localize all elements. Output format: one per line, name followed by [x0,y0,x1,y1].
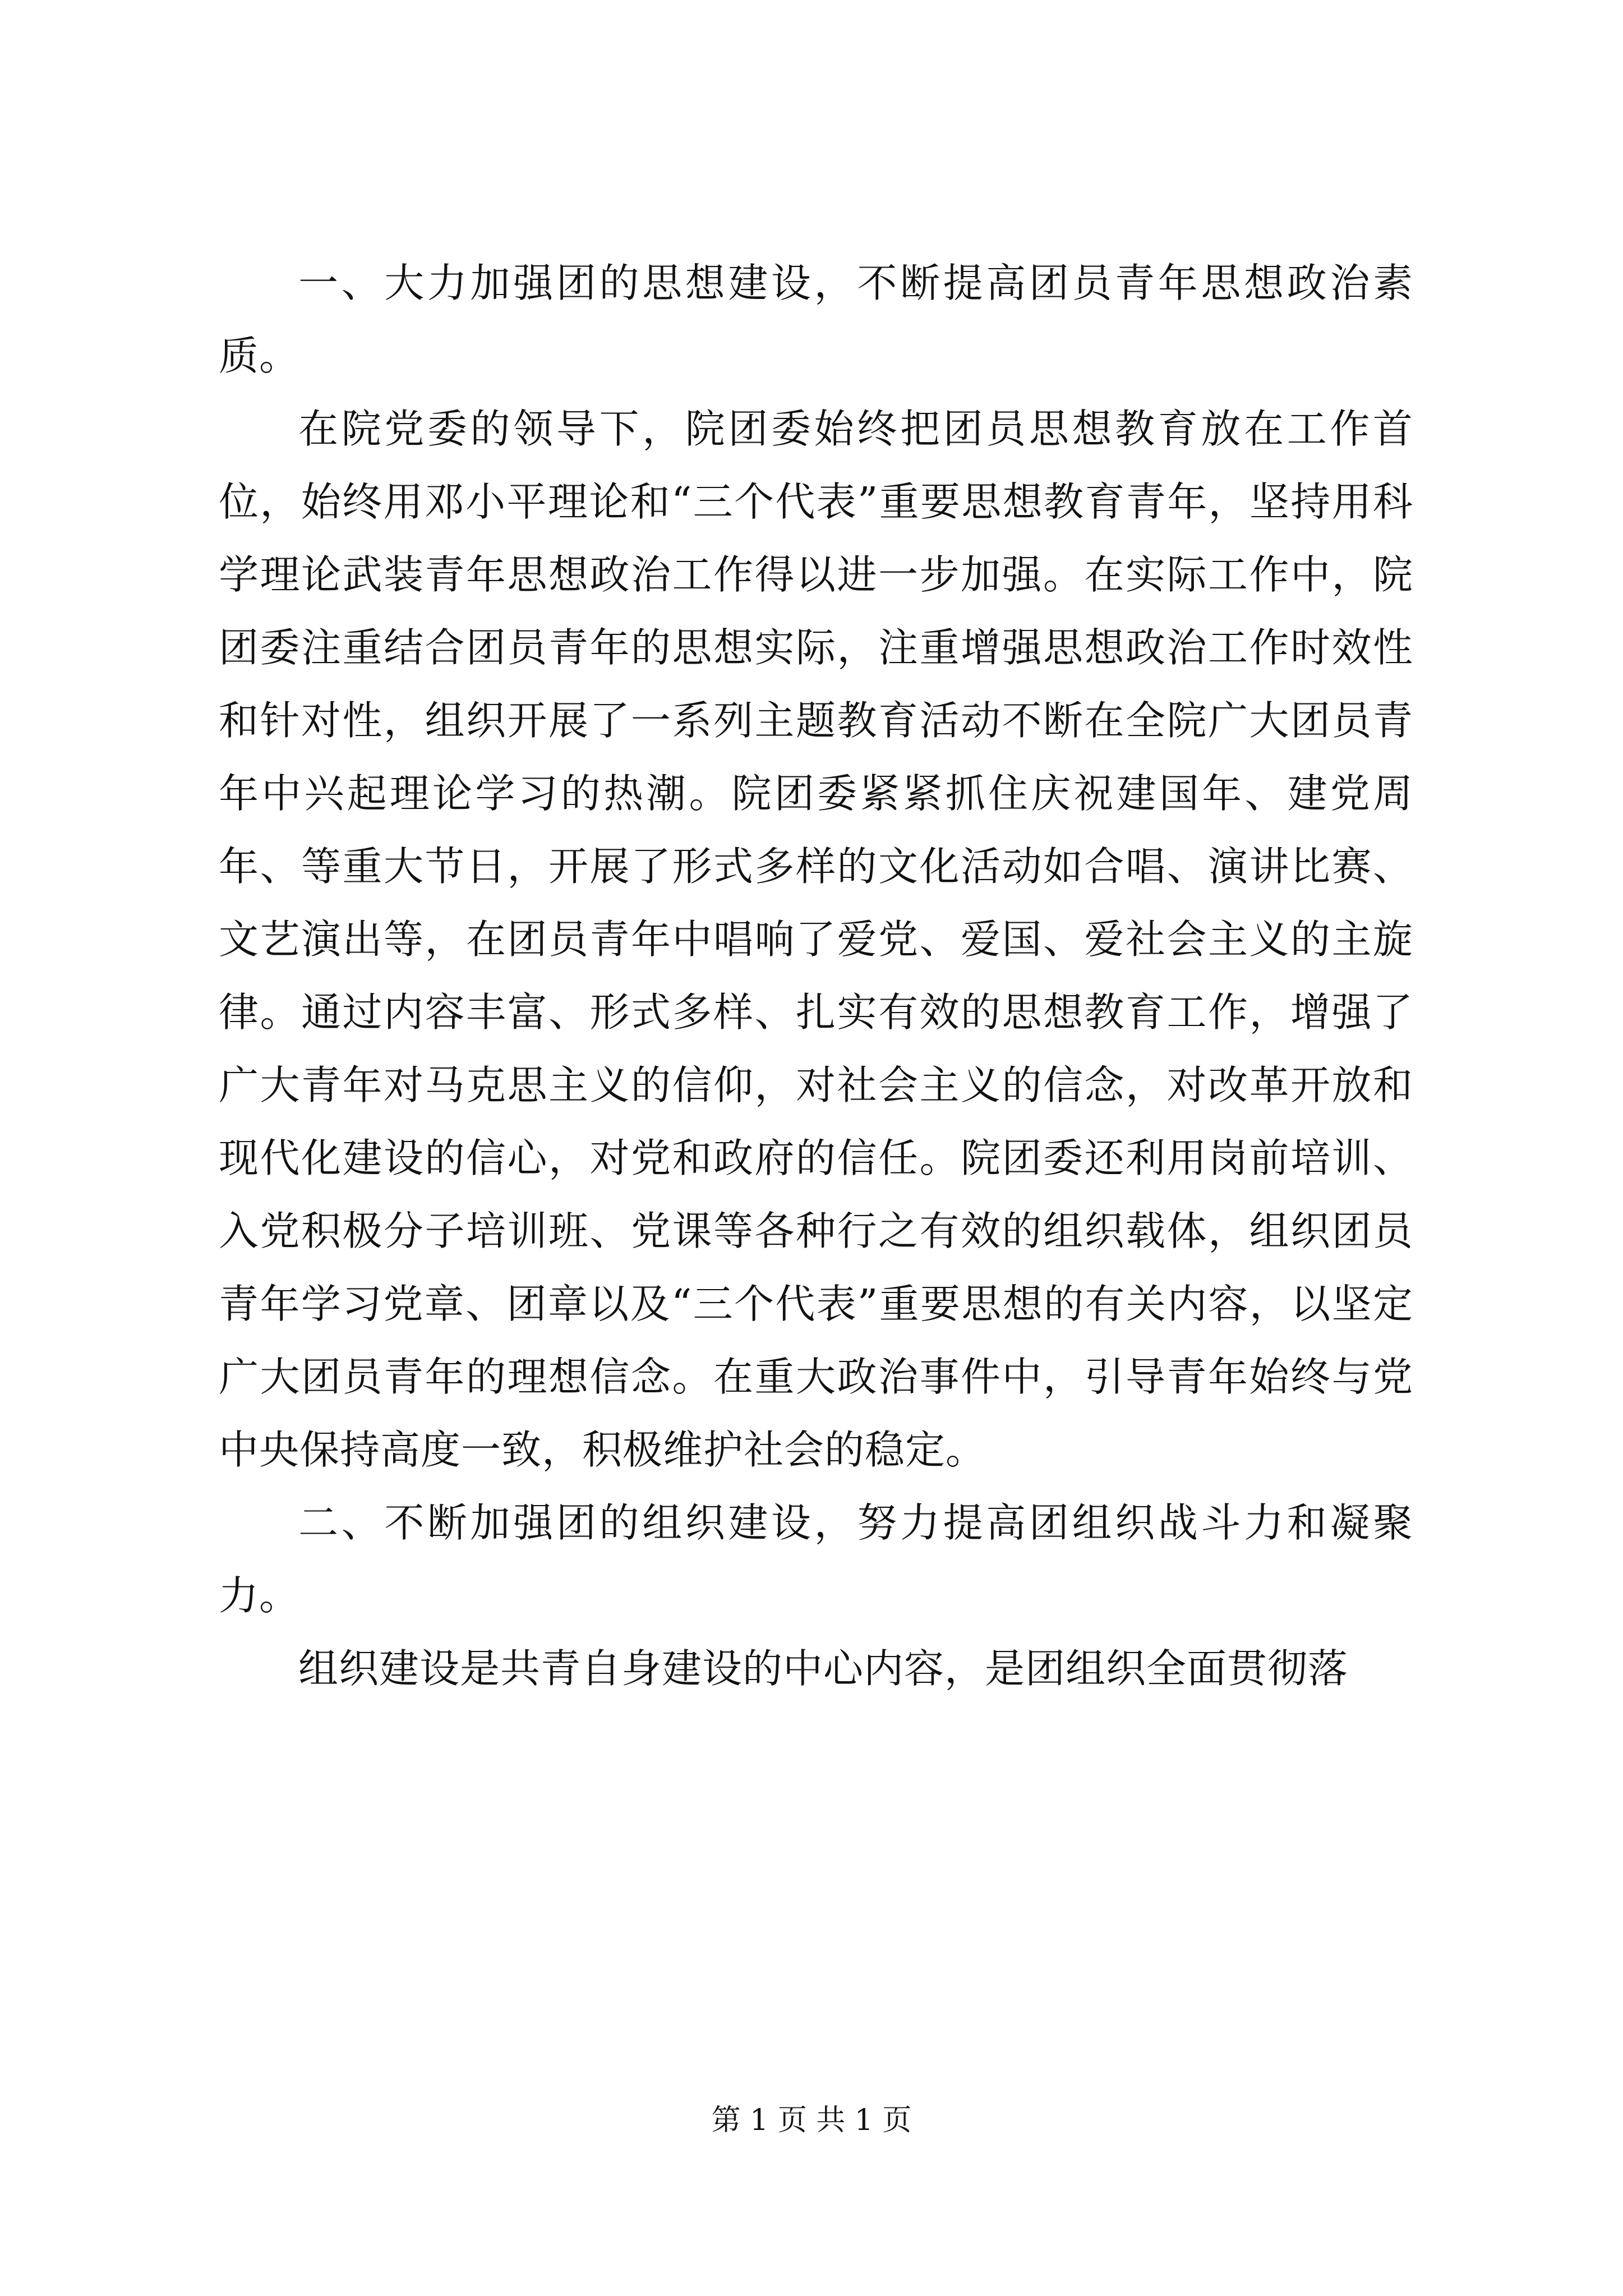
section-heading-1: 一、大力加强团的思想建设，不断提高团员青年思想政治素质。 [219,260,1413,379]
body-paragraph-2: 组织建设是共青自身建设的中心内容，是团组织全面贯彻落 [298,1645,1349,1692]
page-footer: 第 1 页 共 1 页 [711,2104,912,2137]
section-heading-2: 二、不断加强团的组织建设，努力提高团组织战斗力和凝聚力。 [219,1499,1413,1619]
document-body [219,247,1413,1705]
body-paragraph-1: 在院党委的领导下，院团委始终把团员思想教育放在工作首位，始终用邓小平理论和“三个代表”重要思想教育青年，坚持用科学理论武装青年思想政治工作得以进一步加强。在实际工作中，院团委注重结合团员青年的思想实际，注重增强思想政治工作时效性和针对性，组织开展了一系列主题教育活动不断在全院广大团员青年中兴起理论学习的热潮。院团委紧紧抓住庆祝建国年、建党周年、等重大节日，开展了形式多样的文化活动如合唱、演讲比赛、文艺演出等，在团员青年中唱响了爱党、爱国、爱社会主义的主旋律。通过内容丰富、形式多样、扎实有效的思想教育工作，增强了广大青年对马克思主义的信仰，对社会主义的信念，对改革开放和现代化建设的信心，对党和政府的信任。院团委还利用岗前培训、入党积极分子培训班、党课等各种行之有效的组织载体，组织团员青年学习党章、团章以及“三个代表”重要思想的有关内容，以坚定广大团员青年的理想信念。在重大政治事件中，引导青年始终与党中央保持高度一致，积极维护社会的稳定。 [219,406,1413,1473]
